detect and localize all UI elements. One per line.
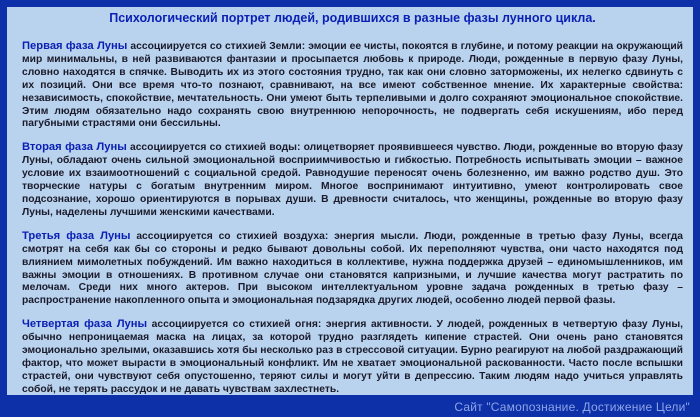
content-panel [7, 7, 693, 395]
section-fourth-phase [22, 318, 683, 395]
section-text: ассоциируется со стихией огня: энергия активности. У людей, рожденных в четвертую фазу Луны, обычно непроницаемая маска на лицах, за которой трудно разглядеть кипение страстей. Они очень рано становятся эмоционально зрелыми, оказавшись хотя бы несколько раз в стрессовой ситуации. Бурно реагируют на любой раздражающий фактор, что может вырасти в эмоциональный конфликт. Им не хватает эмоциональной раскованности. Часто после вспышки страстей, они чувствуют себя опустошенно, теряют силы и могут уйти в депрессию. Таким людям надо учиться управлять собой, не терять рассудок и не давать чувствам захлестнеть. [22, 319, 683, 395]
section-text: ассоциируется со стихией Земли: эмоции ее чисты, покоятся в глубине, и потому реакции на окружающий мир минимальны, в ней развиваются фантазии и просыпается любовь к природе. Люди, рожденные в первую фазу Луны, словно находятся в спячке. Выводить их из этого состояния трудно, так как они словно заторможены, их нелегко сдвинуть с их позиций. Они все время что-то познают, сравнивают, на все имеют собственное мнение. Их характерные свойства: независимость, спокойствие, мечтательность. Они умеют быть терпеливыми и долго сохраняют эмоциональное спокойствие. Этим людям обязательно надо сохранять свою внутреннюю непорочность, не подвергать себя искушениям, ибо перед пагубными страстями они бессильны. [22, 41, 683, 130]
site-footer: Сайт "Самопознание. Достижение Цели" [454, 400, 690, 414]
section-heading: Четвертая фаза Луны [22, 318, 148, 331]
section-first-phase [22, 40, 683, 131]
section-heading: Вторая фаза Луны [22, 141, 127, 154]
page-title: Психологический портрет людей, родившихся в разные фазы лунного цикла. [109, 11, 596, 25]
section-heading: Первая фаза Луны [22, 40, 128, 52]
section-second-phase [22, 141, 683, 219]
section-text: ассоциируется со стихией воды: олицетворяет проявившееся чувство. Люди, рожденные во вторую фазу Луны, обладают очень сильной эмоциональной восприимчивостью и гибкостью. Потребность испытывать эмоции – важное условие их взаимоотношений с социальной средой. Равнодушие переносят очень болезненно, им важно родство душ. Это творческие натуры с богатым внутренним миром. Многое воспринимают интуитивно, умеют контролировать свое подсознание, хорошо ориентируются в порывах души. В древности считалось, что женщины, рожденные во вторую фазу Луны, наделены лучшими женскими качествами. [22, 142, 683, 218]
section-heading: Третья фаза Луны [22, 229, 131, 242]
section-text: ассоциируется со стихией воздуха: энергия мысли. Люди, рожденные в третью фазу Луны, всегда смотрят на себя как бы со стороны и редко бывают довольны собой. Их переполняют чувства, они часто находятся под влиянием мимолетных побуждений. Им важно находиться в коллективе, нужна поддержка друзей – единомышленников, им важны эмоции в отношениях. В противном случае они становятся капризными, и лучшие качества могут растратить по мелочам. Среди них много актеров. При высоком интеллектуальном уровне задача рожденных в третью фазу – распространение накопленного опыта и эмоциональная подзарядка других людей, особенно людей первой фазы. [22, 230, 683, 307]
section-third-phase [22, 230, 683, 308]
